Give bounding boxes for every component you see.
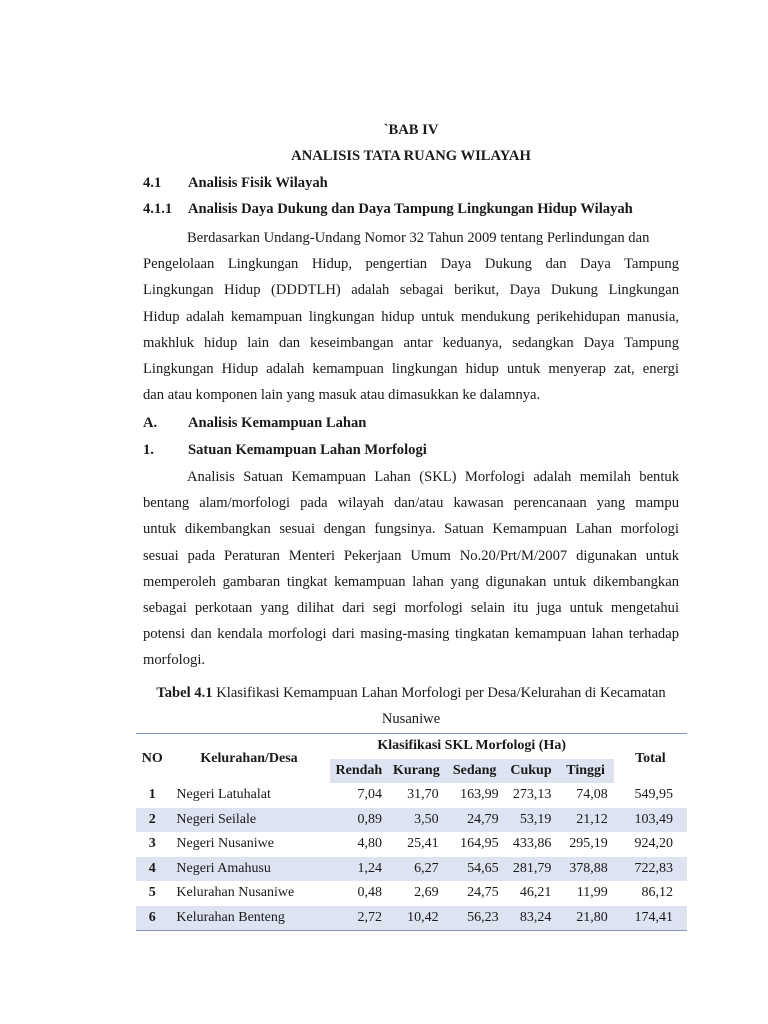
cell-sedang: 163,99 bbox=[460, 787, 499, 803]
cell-no: 3 bbox=[148, 836, 156, 852]
paragraph-line: morfologi. bbox=[143, 652, 206, 669]
cell-kelurahan: Negeri Seilale bbox=[168, 808, 329, 833]
col-header-no: NO bbox=[136, 734, 168, 784]
cell-kurang: 25,41 bbox=[407, 836, 439, 852]
paragraph-skl bbox=[143, 464, 679, 674]
chapter-title: ANALISIS TATA RUANG WILAYAH bbox=[291, 148, 531, 164]
cell-no: 2 bbox=[136, 808, 168, 833]
cell-tinggi: 74,08 bbox=[576, 787, 608, 803]
paragraph-dddtlh bbox=[143, 225, 679, 408]
col-header-cukup: Cukup bbox=[505, 759, 558, 784]
cell-tinggi: 11,99 bbox=[576, 885, 608, 901]
cell-cukup: 46,21 bbox=[519, 885, 552, 901]
cell-cukup: 53,19 bbox=[505, 808, 558, 833]
cell-total: 86,12 bbox=[641, 885, 673, 901]
cell-kurang: 3,50 bbox=[388, 808, 445, 833]
paragraph-line: memperoleh gambaran tingkat kemampuan lahan yang digunakan untuk dikembangkan bbox=[143, 573, 679, 590]
cell-kurang: 6,27 bbox=[388, 857, 445, 882]
cell-kelurahan: Kelurahan Benteng bbox=[168, 906, 329, 931]
chapter-label: `BAB IV bbox=[383, 122, 439, 138]
section-4-1-1-title: Analisis Daya Dukung dan Daya Tampung Lingkungan Hidup Wilayah bbox=[188, 201, 633, 217]
cell-cukup: 281,79 bbox=[505, 857, 558, 882]
paragraph-line: sebagai perkotaan yang dilihat dari segi morfologi selain itu juga untuk mengetahui bbox=[143, 600, 679, 617]
col-header-sedang: Sedang bbox=[445, 759, 505, 784]
section-4-1-title: Analisis Fisik Wilayah bbox=[188, 175, 328, 191]
cell-sedang: 164,95 bbox=[460, 836, 499, 852]
cell-no: 6 bbox=[136, 906, 168, 931]
paragraph-line: potensi dan kendala morfologi dari masing-masing tingkatan kemampuan lahan terhadap bbox=[143, 626, 679, 643]
col-header-tinggi: Tinggi bbox=[557, 759, 613, 784]
cell-kurang: 10,42 bbox=[388, 906, 445, 931]
section-4-1-number: 4.1 bbox=[143, 175, 162, 191]
cell-kelurahan: Negeri Latuhalat bbox=[176, 787, 271, 803]
paragraph-line: untuk dikembangkan sesuai dengan fungsinya. Satuan Kemampuan Lahan morfologi bbox=[143, 521, 679, 538]
cell-cukup: 273,13 bbox=[512, 787, 552, 803]
cell-rendah: 2,72 bbox=[330, 906, 388, 931]
cell-sedang: 24,79 bbox=[445, 808, 505, 833]
col-header-total: Total bbox=[614, 734, 687, 784]
skl-morfologi-table bbox=[136, 733, 687, 931]
cell-total: 103,49 bbox=[614, 808, 687, 833]
paragraph-line: Pengelolaan Lingkungan Hidup, pengertian Daya Dukung dan Daya Tampung bbox=[143, 256, 679, 273]
caption-line bbox=[143, 680, 679, 706]
caption-line-2: Nusaniwe bbox=[381, 711, 441, 727]
cell-total: 174,41 bbox=[614, 906, 687, 931]
table-row bbox=[136, 783, 687, 808]
cell-total: 924,20 bbox=[634, 836, 673, 852]
cell-rendah: 0,48 bbox=[357, 885, 383, 901]
cell-sedang: 54,65 bbox=[445, 857, 505, 882]
cell-kurang: 31,70 bbox=[407, 787, 439, 803]
cell-total: 722,83 bbox=[614, 857, 687, 882]
cell-tinggi: 378,88 bbox=[557, 857, 613, 882]
cell-sedang: 56,23 bbox=[445, 906, 505, 931]
section-4-1-1-number: 4.1.1 bbox=[143, 201, 173, 217]
section-a-number: A. bbox=[143, 415, 158, 431]
table-row bbox=[136, 808, 687, 833]
col-header-kelurahan: Kelurahan/Desa bbox=[168, 734, 329, 784]
table-row bbox=[136, 832, 687, 857]
col-header-rendah: Rendah bbox=[330, 759, 388, 784]
paragraph-line: sesuai pada Peraturan Menteri Pekerjaan Umum No.20/Prt/M/2007 digunakan untuk bbox=[143, 547, 679, 564]
cell-rendah: 0,89 bbox=[330, 808, 388, 833]
cell-total: 549,95 bbox=[634, 787, 673, 803]
section-a-title: Analisis Kemampuan Lahan bbox=[188, 415, 367, 431]
cell-tinggi: 21,12 bbox=[557, 808, 613, 833]
cell-kelurahan: Negeri Nusaniwe bbox=[176, 836, 274, 852]
paragraph-line: Lingkungan Hidup (DDDTLH) adalah sebagai berikut, Daya Dukung Lingkungan bbox=[143, 282, 679, 299]
paragraph-line: Lingkungan Hidup adalah kemampuan lingkungan hidup untuk menyerap zat, energi bbox=[143, 361, 679, 378]
cell-tinggi: 21,80 bbox=[557, 906, 613, 931]
cell-kelurahan: Negeri Amahusu bbox=[168, 857, 329, 882]
section-1-title: Satuan Kemampuan Lahan Morfologi bbox=[188, 442, 427, 458]
table-row bbox=[136, 881, 687, 906]
cell-kelurahan: Kelurahan Nusaniwe bbox=[176, 885, 295, 901]
cell-rendah: 4,80 bbox=[357, 836, 383, 852]
cell-rendah: 7,04 bbox=[357, 787, 383, 803]
cell-kurang: 2,69 bbox=[414, 885, 439, 901]
caption-label: Tabel 4.1 bbox=[156, 685, 213, 701]
table-row bbox=[136, 857, 687, 882]
paragraph-line: Hidup adalah kemampuan lingkungan hidup untuk mendukung perikehidupan manusia, bbox=[143, 308, 679, 325]
section-1-number: 1. bbox=[143, 442, 154, 458]
paragraph-line: Analisis Satuan Kemampuan Lahan (SKL) Morfologi adalah memilah bentuk bbox=[187, 469, 679, 485]
cell-no: 4 bbox=[136, 857, 168, 882]
paragraph-line: bentang alam/morfologi pada wilayah dan/atau kawasan perencanaan yang mampu bbox=[143, 495, 679, 512]
col-header-kurang: Kurang bbox=[388, 759, 445, 784]
paragraph-line: makhluk hidup lain dan keseimbangan antar keduanya, sedangkan Daya Tampung bbox=[143, 334, 679, 351]
cell-sedang: 24,75 bbox=[467, 885, 499, 901]
paragraph-line: Berdasarkan Undang-Undang Nomor 32 Tahun 2009 tentang Perlindungan dan bbox=[187, 230, 650, 246]
col-header-group: Klasifikasi SKL Morfologi (Ha) bbox=[330, 734, 614, 759]
cell-cukup: 83,24 bbox=[505, 906, 558, 931]
cell-no: 5 bbox=[148, 885, 156, 901]
table-caption bbox=[143, 680, 679, 732]
cell-tinggi: 295,19 bbox=[569, 836, 608, 852]
table-row bbox=[136, 906, 687, 931]
cell-no: 1 bbox=[148, 787, 156, 803]
caption-text: Klasifikasi Kemampuan Lahan Morfologi per Desa/Kelurahan di Kecamatan bbox=[212, 685, 666, 701]
paragraph-line: dan atau komponen lain yang masuk atau dimasukkan ke dalamnya. bbox=[143, 387, 541, 404]
cell-rendah: 1,24 bbox=[330, 857, 388, 882]
cell-cukup: 433,86 bbox=[512, 836, 552, 852]
